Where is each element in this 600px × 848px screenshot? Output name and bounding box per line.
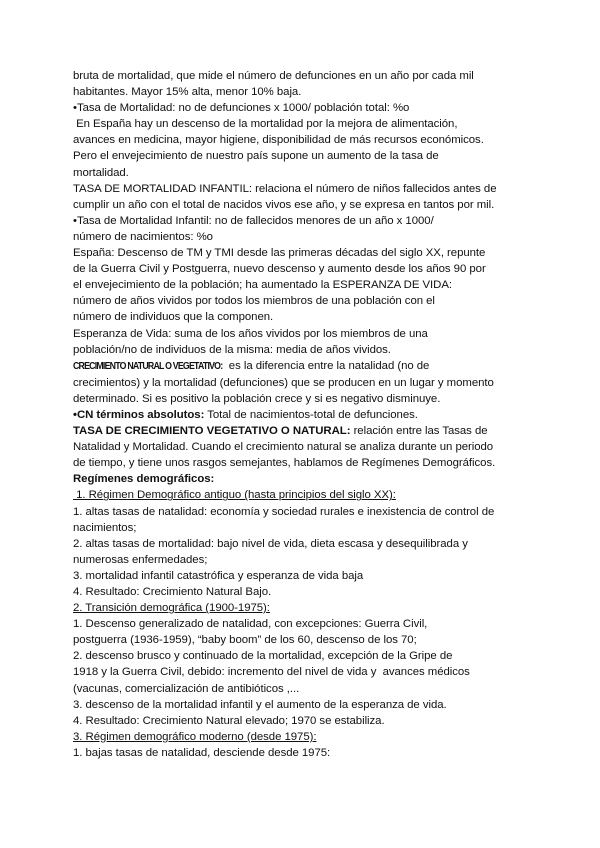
list-item: 1. altas tasas de natalidad: economía y sociedad rurales e inexistencia de control de — [73, 505, 495, 518]
text-line: número de individuos que la componen. — [73, 311, 274, 324]
regimen-1-heading: 1. Régimen Demográfico antiguo (hasta principios del siglo XX): — [73, 489, 396, 502]
list-item: 1. bajas tasas de natalidad, desciende desde 1975: — [73, 746, 331, 759]
tasa-cn-text: relación entre las Tasas de — [350, 425, 488, 438]
text-line: crecimientos) y la mortalidad (defunciones) que se producen en un lugar y momento — [73, 376, 494, 389]
text-line: TASA DE MORTALIDAD INFANTIL: relaciona el número de niños fallecidos antes de — [73, 182, 497, 195]
list-item: (vacunas, comercialización de antibióticos ,... — [73, 682, 300, 695]
list-item: 4. Resultado: Crecimiento Natural elevado; 1970 se estabiliza. — [73, 714, 385, 727]
list-item: 3. descenso de la mortalidad infantil y el aumento de la esperanza de vida. — [73, 698, 447, 711]
text-line: población/no de individuos de la misma: media de años vividos. — [73, 343, 391, 356]
list-item: numerosas enfermedades; — [73, 553, 208, 566]
text-line: •Tasa de Mortalidad: no de defunciones x 1000/ población total: %o — [73, 102, 410, 115]
text-line: •Tasa de Mortalidad Infantil: no de fallecidos menores de un año x 1000/ — [73, 214, 434, 227]
text-line: bruta de mortalidad, que mide el número de defunciones en un año por cada mil — [73, 70, 474, 82]
text-line: En España hay un descenso de la mortalidad por la mejora de alimentación, — [73, 118, 458, 131]
tasa-cn-term: TASA DE CRECIMIENTO VEGETATIVO O NATURAL: — [73, 425, 351, 438]
list-item: 4. Resultado: Crecimiento Natural Bajo. — [73, 586, 272, 598]
tasa-cn — [73, 423, 593, 439]
regimen-2-heading: 2. Transición demográfica (1900-1975): — [73, 602, 270, 615]
regimenes-heading: Regímenes demográficos: — [73, 473, 215, 486]
list-item: 1. Descenso generalizado de natalidad, con excepciones: Guerra Civil, — [73, 618, 428, 631]
cn-absolute-text: Total de nacimientos-total de defunciones. — [204, 408, 418, 421]
list-item: 2. descenso brusco y continuado de la mortalidad, excepción de la Gripe de — [73, 650, 453, 663]
text-line: de tiempo, y tiene unos rasgos semejantes, hablamos de Regímenes Demográficos. — [73, 457, 496, 470]
text-line: determinado. Si es positivo la población crece y si es negativo disminuye. — [73, 392, 441, 405]
text-line: avances en medicina, mayor higiene, disponibilidad de más recursos económicos. — [73, 134, 484, 147]
text-line: España: Descenso de TM y TMI desde las primeras décadas del siglo XX, repunte — [73, 247, 486, 260]
text-line: mortalidad. — [73, 166, 129, 179]
text-line: Esperanza de Vida: suma de los años vividos por los miembros de una — [73, 327, 428, 340]
document-page — [73, 68, 593, 761]
cn-absolute-term: •CN términos absolutos: — [73, 408, 205, 421]
text-line: número de nacimientos: %o — [73, 230, 213, 243]
cn-definition-text: es la diferencia entre la natalidad (no de — [225, 359, 430, 372]
text-line: Pero el envejecimiento de nuestro país supone un aumento de la tasa de — [73, 150, 439, 163]
text-line: Natalidad y Mortalidad. Cuando el crecimiento natural se analiza durante un periodo — [73, 441, 494, 454]
list-item: 1918 y la Guerra Civil, debido: incremento del nivel de vida y avances médicos — [73, 666, 470, 679]
text-line: cumplir un año con el total de nacidos vivos ese año, y se expresa en tantos por mil. — [73, 198, 495, 211]
text-line: habitantes. Mayor 15% alta, menor 10% baja. — [73, 86, 302, 99]
list-item: nacimientos; — [73, 521, 137, 534]
cn-term: CRECIMIENTO NATURAL O VEGETATIVO: — [73, 360, 223, 372]
list-item: 2. altas tasas de mortalidad: bajo nivel de vida, dieta escasa y desequilibrada y — [73, 537, 468, 550]
regimen-3-heading: 3. Régimen demográfico moderno (desde 1975): — [73, 730, 317, 743]
text-line: de la Guerra Civil y Postguerra, nuevo descenso y aumento desde los años 90 por — [73, 263, 486, 276]
cn-definition — [73, 358, 593, 375]
list-item: postguerra (1936-1959), “baby boom” de los 60, descenso de los 70; — [73, 634, 417, 647]
text-line: el envejecimiento de la población; ha aumentado la ESPERANZA DE VIDA: — [73, 279, 452, 292]
list-item: 3. mortalidad infantil catastrófica y esperanza de vida baja — [73, 569, 364, 582]
text-line: número de años vividos por todos los miembros de una población con el — [73, 295, 435, 308]
cn-absolute — [73, 407, 593, 423]
